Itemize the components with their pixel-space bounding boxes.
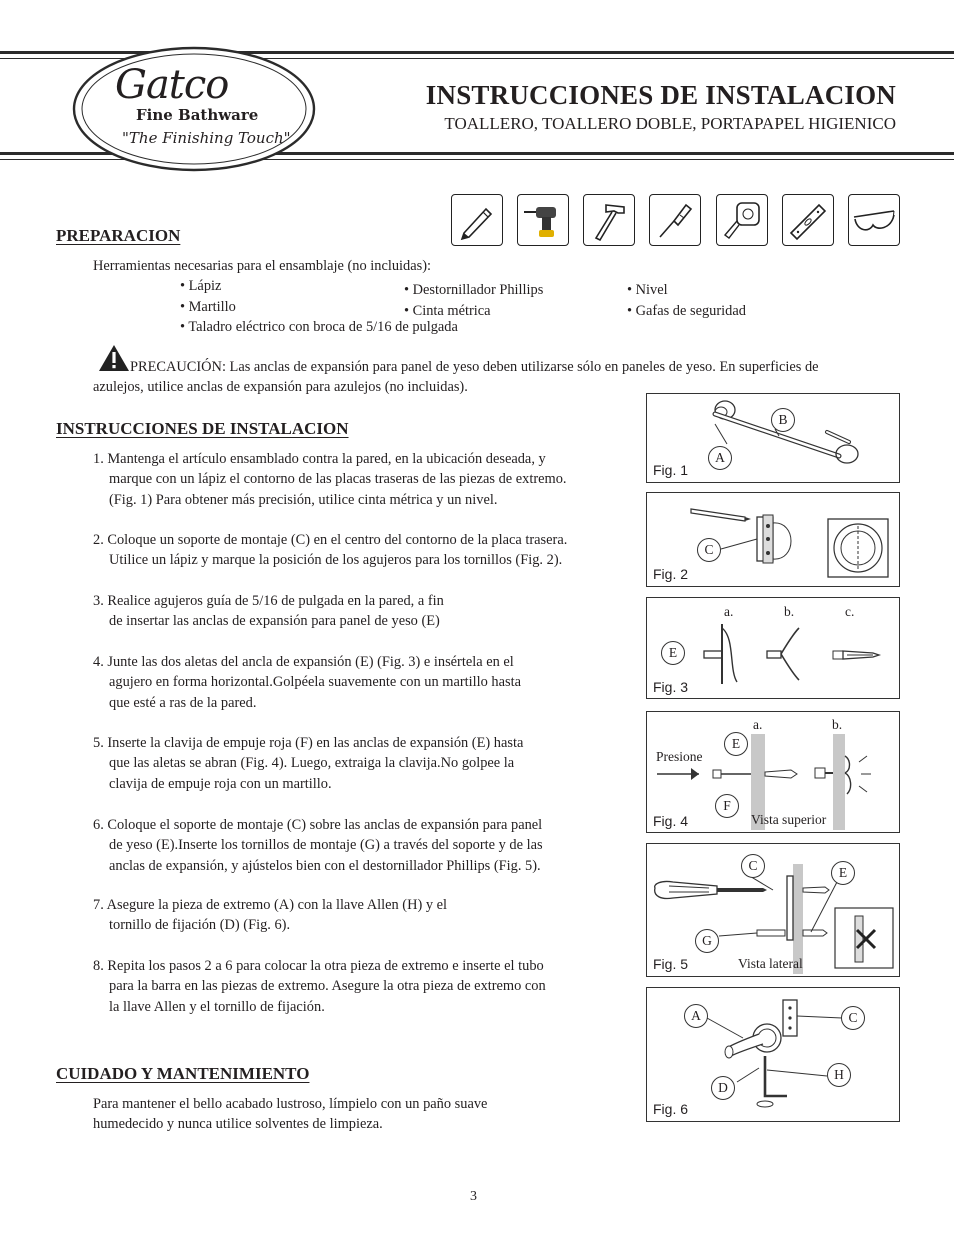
safety-glasses-icon bbox=[848, 194, 900, 246]
figure-label: Fig. 3 bbox=[653, 679, 689, 695]
hammer-icon bbox=[583, 194, 635, 246]
figure-label: Fig. 5 bbox=[653, 956, 689, 972]
step-line: de yeso (E).Inserte los tornillos de montaje (G) a través del soporte y de las bbox=[109, 837, 543, 854]
logo bbox=[70, 44, 318, 174]
step-line: de insertar las anclas de expansión para panel de yeso (E) bbox=[109, 613, 440, 630]
warning-icon bbox=[98, 344, 130, 377]
tool-item: • Gafas de seguridad bbox=[627, 303, 746, 319]
tool-item: • Lápiz bbox=[180, 278, 222, 294]
tool-item: • Taladro eléctrico con broca de 5/16 de pulgada bbox=[180, 319, 458, 335]
step-line: tornillo de fijación (D) (Fig. 6). bbox=[109, 917, 291, 934]
step-line: 2. Coloque un soporte de montaje (C) en el centro del contorno de la placa trasera. bbox=[93, 532, 568, 548]
warning-text-line1: PRECAUCIÓN: Las anclas de expansión para panel de yeso deben utilizarse sólo en paneles de yeso. En superficies de bbox=[130, 359, 819, 375]
step-line: agujero en forma horizontal.Golpéela suavemente con un martillo hasta bbox=[109, 674, 521, 691]
step-line: clavija de empuje roja con un martillo. bbox=[109, 775, 332, 792]
callout-f: F bbox=[715, 794, 739, 818]
logo-brand: Fine Bathware bbox=[136, 106, 259, 124]
step-7 bbox=[93, 895, 613, 936]
callout-d: D bbox=[711, 1076, 735, 1100]
figure-label: Fig. 1 bbox=[653, 462, 689, 478]
part-label: a. bbox=[753, 717, 763, 732]
part-label: b. bbox=[832, 717, 843, 732]
view-label: Vista superior bbox=[751, 812, 827, 827]
callout-a: A bbox=[708, 446, 732, 470]
figure-label: Fig. 6 bbox=[653, 1101, 689, 1117]
step-line: 8. Repita los pasos 2 a 6 para colocar la otra pieza de extremo e inserte el tubo bbox=[93, 958, 544, 974]
step-1 bbox=[93, 449, 613, 510]
step-line: que las aletas se abran (Fig. 4). Luego, extraiga la clavija.No golpee la bbox=[109, 755, 515, 772]
step-line: anclas de expansión, y ajústelos bien con el destornillador Phillips (Fig. 5). bbox=[109, 857, 541, 874]
step-line: 3. Realice agujeros guía de 5/16 de pulgada en la pared, a fin bbox=[93, 593, 444, 609]
step-line: para la barra en las piezas de extremo. Asegure la otra pieza de extremo con bbox=[109, 978, 546, 995]
warning-text-line2: azulejos, utilice anclas de expansión para azulejos (no incluidas). bbox=[93, 379, 468, 395]
pencil-icon bbox=[451, 194, 503, 246]
figure-1 bbox=[646, 393, 900, 483]
part-label: c. bbox=[845, 604, 855, 619]
tool-item: • Martillo bbox=[180, 299, 236, 315]
level-icon bbox=[782, 194, 834, 246]
cuidado-text-line2: humedecido y nunca utilice solventes de limpieza. bbox=[93, 1116, 383, 1132]
callout-a: A bbox=[684, 1004, 708, 1028]
tool-item: • Nivel bbox=[627, 282, 668, 298]
step-line: 5. Inserte la clavija de empuje roja (F) en las anclas de expansión (E) hasta bbox=[93, 735, 524, 751]
callout-c: C bbox=[741, 854, 765, 878]
figure-5 bbox=[646, 843, 900, 977]
tool-item: • Destornillador Phillips bbox=[404, 282, 544, 298]
figure-label: Fig. 4 bbox=[653, 813, 689, 829]
logo-script: Gatco bbox=[115, 62, 229, 108]
page-title: INSTRUCCIONES DE INSTALACION bbox=[425, 80, 896, 110]
step-line: 4. Junte las dos aletas del ancla de expansión (E) (Fig. 3) e insértela en el bbox=[93, 654, 514, 670]
callout-c: C bbox=[841, 1006, 865, 1030]
figure-3 bbox=[646, 597, 900, 699]
step-line: que esté a ras de la pared. bbox=[109, 694, 257, 711]
figure-6 bbox=[646, 987, 900, 1122]
view-label: Vista lateral bbox=[738, 956, 803, 971]
logo-slogan: "The Finishing Touch" bbox=[122, 129, 291, 147]
step-2 bbox=[93, 530, 613, 571]
step-line: 1. Mantenga el artículo ensamblado contra la pared, en la ubicación deseada, y bbox=[93, 451, 546, 467]
figure-4 bbox=[646, 711, 900, 833]
tape-measure-icon bbox=[716, 194, 768, 246]
callout-g: G bbox=[695, 929, 719, 953]
step-4 bbox=[93, 652, 613, 713]
press-label: Presione bbox=[656, 749, 703, 764]
step-line: marque con un lápiz el contorno de las placas traseras de las piezas de extremo. bbox=[109, 471, 567, 488]
step-5 bbox=[93, 733, 613, 794]
step-line: 6. Coloque el soporte de montaje (C) sobre las anclas de expansión para panel bbox=[93, 817, 543, 833]
cuidado-text-line1: Para mantener el bello acabado lustroso, límpielo con un paño suave bbox=[93, 1096, 488, 1112]
callout-h: H bbox=[827, 1063, 851, 1087]
callout-e: E bbox=[831, 861, 855, 885]
preparacion-heading: PREPARACION bbox=[56, 226, 181, 245]
figure-label: Fig. 2 bbox=[653, 566, 689, 582]
callout-e: E bbox=[724, 732, 748, 756]
step-8 bbox=[93, 956, 613, 1017]
callout-c: C bbox=[697, 538, 721, 562]
page-number: 3 bbox=[470, 1189, 477, 1204]
part-label: a. bbox=[724, 604, 734, 619]
step-6 bbox=[93, 815, 613, 876]
cuidado-heading: CUIDADO Y MANTENIMIENTO bbox=[56, 1064, 310, 1083]
callout-e: E bbox=[661, 641, 685, 665]
step-line: (Fig. 1) Para obtener más precisión, utilice cinta métrica y un nivel. bbox=[109, 491, 498, 508]
callout-b: B bbox=[771, 408, 795, 432]
step-line: Utilice un lápiz y marque la posición de los agujeros para los tornillos (Fig. 2). bbox=[109, 552, 563, 569]
step-line: 7. Asegure la pieza de extremo (A) con la llave Allen (H) y el bbox=[93, 897, 448, 913]
instalacion-heading: INSTRUCCIONES DE INSTALACION bbox=[56, 419, 349, 438]
figure-2 bbox=[646, 492, 900, 587]
tool-item: • Cinta métrica bbox=[404, 303, 491, 319]
screwdriver-icon bbox=[649, 194, 701, 246]
drill-icon bbox=[517, 194, 569, 246]
step-line: la llave Allen y el tornillo de fijación. bbox=[109, 998, 325, 1015]
part-label: b. bbox=[784, 604, 795, 619]
page-subtitle: TOALLERO, TOALLERO DOBLE, PORTAPAPEL HIGIENICO bbox=[444, 114, 896, 133]
tools-intro: Herramientas necesarias para el ensamblaje (no incluidas): bbox=[93, 258, 432, 274]
step-3 bbox=[93, 591, 613, 632]
